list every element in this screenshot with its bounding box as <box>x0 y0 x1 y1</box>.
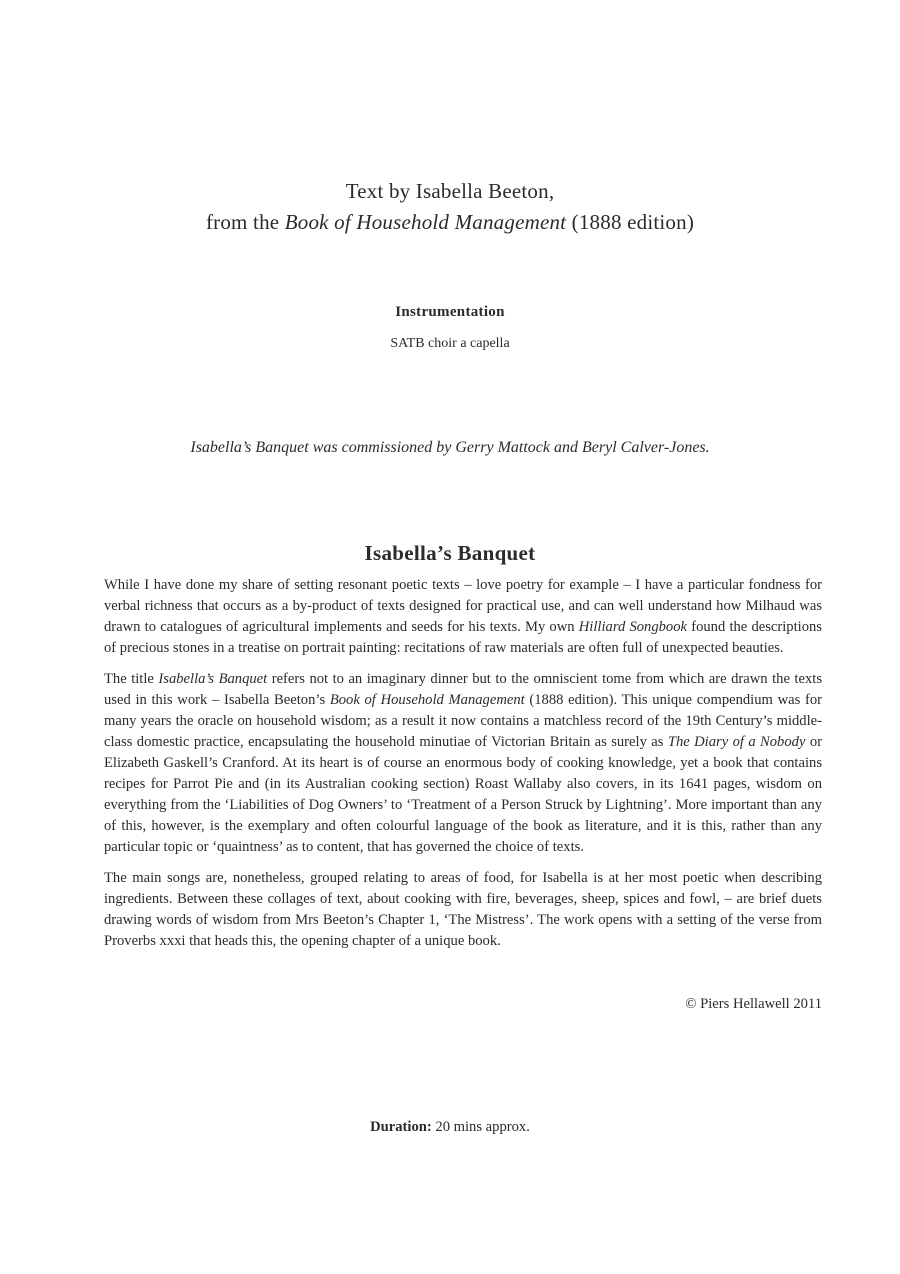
duration-value: 20 mins approx. <box>431 1119 530 1135</box>
p2-text-e: (1888 edition). This unique compendium was for many years the oracle on household wisdom; as a result it now contains a matchless record of the 19th Century’s middle-class domestic practice, encapsulating the household minutiae of Victorian Britain as surely as <box>104 692 823 750</box>
p1-italic-title: Hilliard Songbook <box>578 619 688 635</box>
p1-text-c: found the descriptions of precious stones in a treatise on portrait painting: recitations of raw materials are often full of unexpected beauties. <box>104 619 822 656</box>
commission-note: Isabella’s Banquet was commissioned by Gerry Mattock and Beryl Calver-Jones. <box>190 439 710 456</box>
p2-italic-book: Book of Household Management <box>329 692 525 708</box>
p2-italic-diary: The Diary of a Nobody <box>667 734 806 750</box>
p2-text-a: The title <box>104 671 159 687</box>
credit-suffix: (1888 edition) <box>566 210 695 234</box>
essay-body <box>104 575 822 962</box>
duration-line <box>0 1117 900 1138</box>
essay-paragraph-3: The main songs are, nonetheless, grouped relating to areas of food, for Isabella is at her most poetic when describing ingredients. Between these collages of text, about cooking with fire, beverages, sheep, spices and fowl, – are brief duets drawing words of wisdom from Mrs Beeton’s Chapter 1, ‘The Mistress’. The work opens with a setting of the verse from Proverbs xxxi that heads this, the opening chapter of a unique book. <box>104 870 822 949</box>
p1-text-a: While I have done my share of setting resonant poetic texts – love poetry for example – I have a particular fondness for verbal richness that occurs as a by-product of texts designed for practical use, and can well understand how Milhaud was drawn to catalogues of agricultural implements and seeds for his texts. My own <box>104 577 822 635</box>
credit-prefix: from the <box>205 210 285 234</box>
essay-paragraph-1 <box>104 575 822 659</box>
text-credit <box>0 176 900 238</box>
p2-italic-title: Isabella’s Banquet <box>158 671 268 687</box>
credit-line-2 <box>0 207 900 238</box>
duration-label: Duration: <box>370 1119 432 1135</box>
instrumentation-text: SATB choir a capella <box>390 336 510 351</box>
book-title: Book of Household Management <box>284 210 567 234</box>
p2-text-c: refers not to an imaginary dinner but to the omniscient tome from which are drawn the texts used in this work – Isabella Beeton’s <box>104 671 822 708</box>
copyright-signoff: © Piers Hellawell 2011 <box>685 996 822 1012</box>
p2-text-g: or Elizabeth Gaskell’s Cranford. At its heart is of course an enormous body of cooking knowledge, yet a book that contains recipes for Parrot Pie and (in its Australian cooking section) Roast Wallaby also covers, in its 1641 pages, wisdom on everything from the ‘Liabilities of Dog Owners’ to ‘Treatment of a Person Struck by Lightning’. More important than any of this, however, is the exemplary and often colourful language of the book as literature, and it is this, rather than any particular topic or ‘quaintness’ as to content, that has governed the choice of texts. <box>104 734 822 855</box>
essay-paragraph-2 <box>104 669 822 858</box>
instrumentation-heading: Instrumentation <box>395 304 505 320</box>
credit-line-1: Text by Isabella Beeton, <box>345 179 555 203</box>
essay-title: Isabella’s Banquet <box>364 541 536 565</box>
